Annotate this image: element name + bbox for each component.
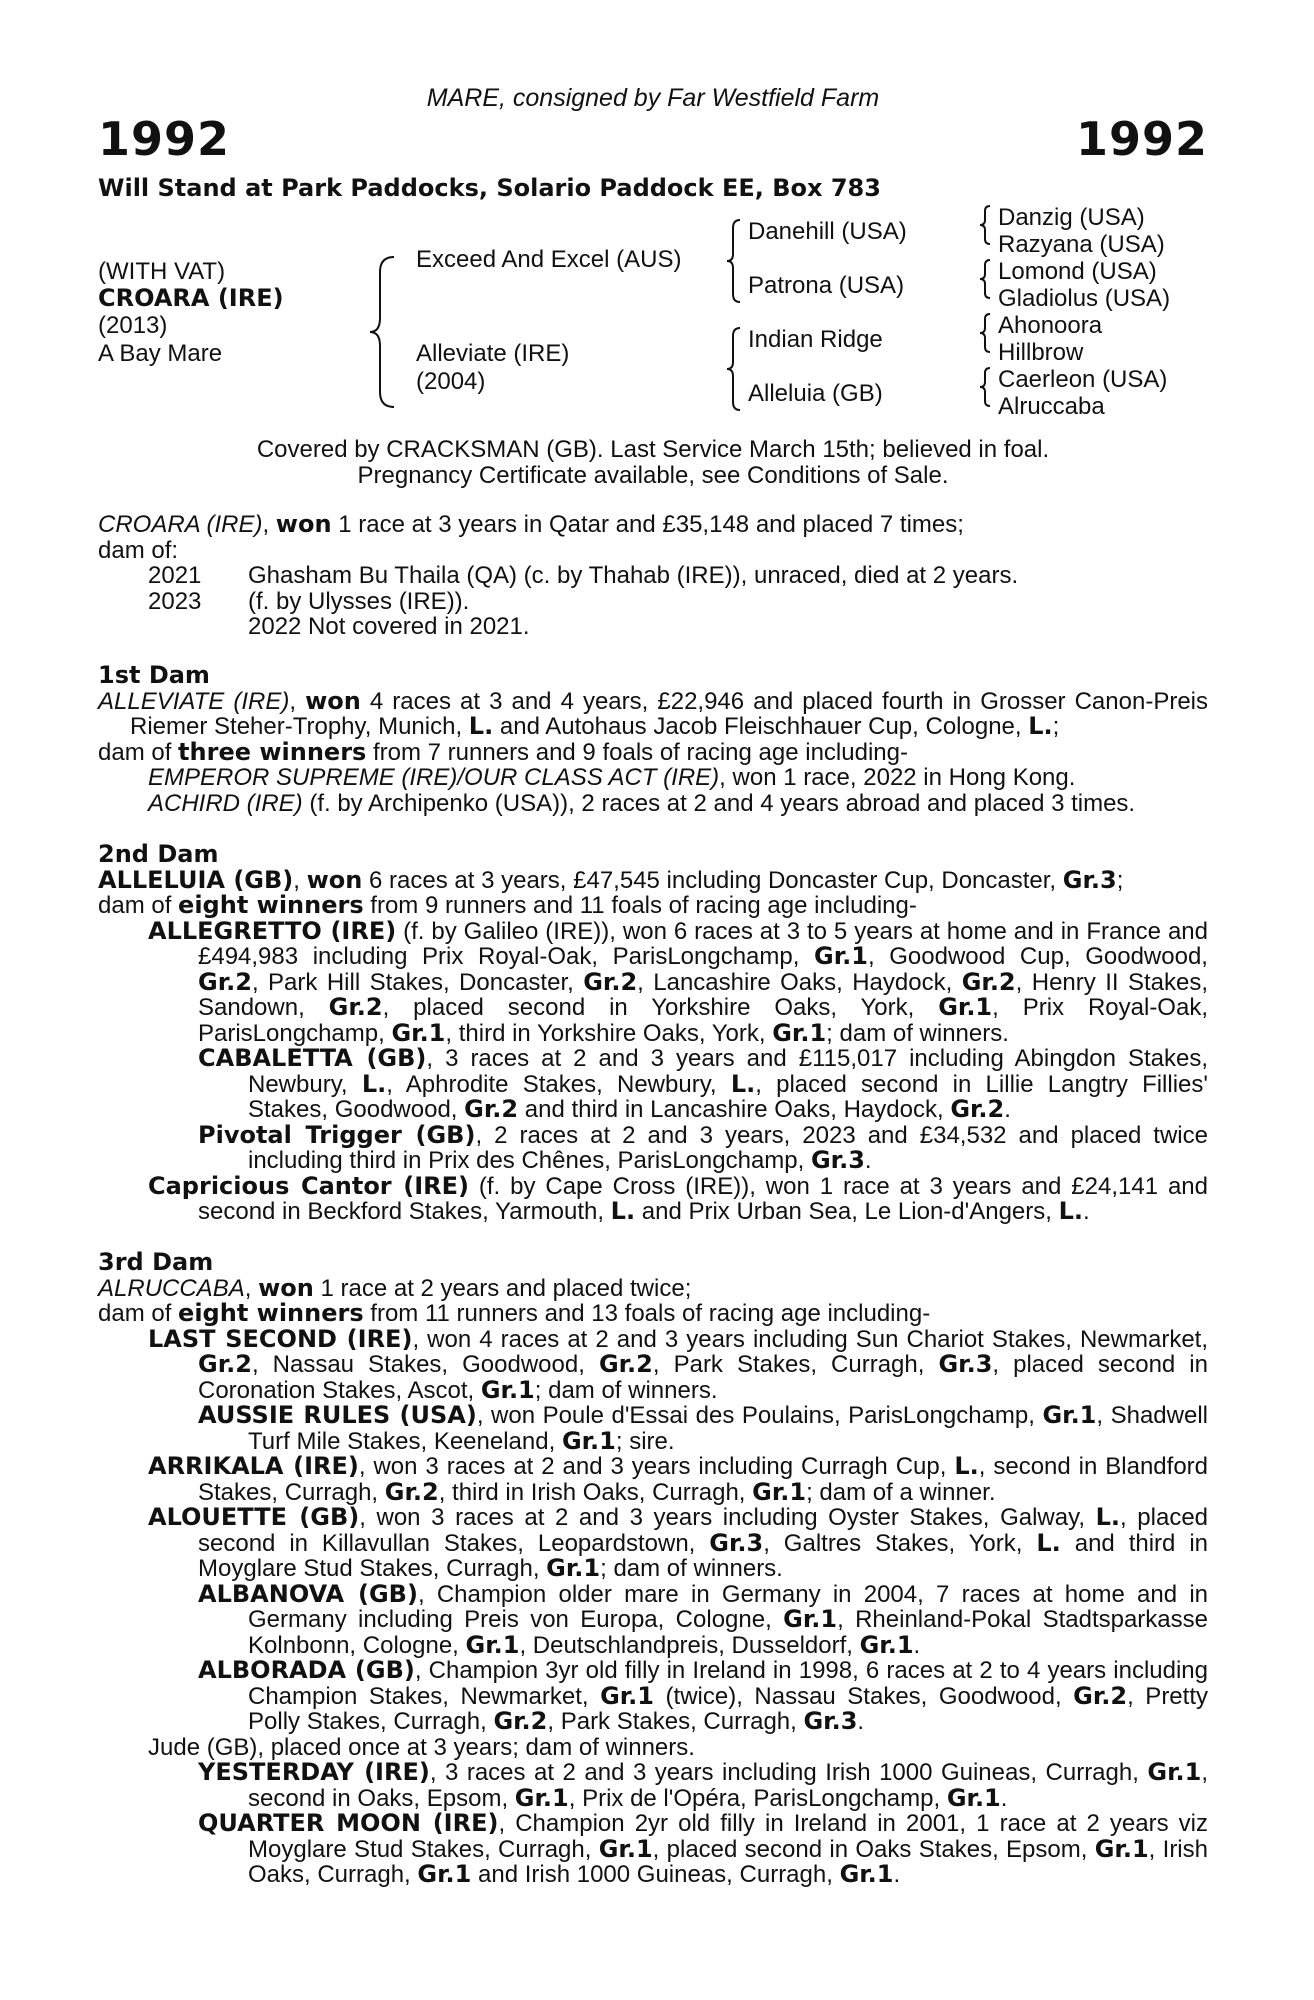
progeny-name: EMPEROR SUPREME (IRE)/OUR CLASS ACT (IRE) [148, 764, 720, 791]
produce-year: 2023 [148, 587, 202, 615]
record-text: from 7 runners and 9 foals of racing age including- [366, 738, 908, 766]
progeny-text: , Champion 2yr old filly in Ireland in 2001, 1 race at 2 years viz Moyglare Stud Stakes, Curragh, [248, 1810, 1208, 1863]
progeny-entry [98, 1046, 1208, 1123]
progeny-text: (f. by Galileo (IRE)), won 6 races at 3 to 5 years at home and in France and £494,983 including Prix Royal-Oak, ParisLongchamp, [198, 917, 1209, 970]
progeny-text: , Aphrodite Stakes, Newbury, [386, 1070, 731, 1098]
progeny-entry [98, 916, 1209, 1047]
produce-text: Ghasham Bu Thaila (QA) (c. by Thahab (IRE)), unraced, died at 2 years. [248, 562, 1019, 589]
pregnancy-line: Pregnancy Certificate available, see Conditions of Sale. [357, 462, 949, 489]
second-dam-record: ALLELUIA (GB), won 6 races at 3 years, £47,545 including Doncaster Cup, Doncaster, Gr.3; [98, 865, 1124, 894]
produce-row [98, 589, 1208, 615]
progeny-text: (f. by Archipenko (USA)), 2 races at 2 and 4 years abroad and placed 3 times. [302, 789, 1136, 817]
produce-text: (f. by Ulysses (IRE)). [248, 587, 470, 615]
progeny-text: , Lancashire Oaks, Haydock, [637, 968, 962, 996]
progeny-text: and third in Moyglare Stud Stakes, Curragh, [198, 1529, 1208, 1582]
progeny-text: , second in Blandford Stakes, Curragh, [198, 1453, 1209, 1506]
winners-count: three winners [178, 737, 367, 766]
group-grade: Gr.3 [709, 1528, 764, 1557]
progeny-entry [98, 1403, 1208, 1454]
pedigree-brace-main [368, 254, 398, 410]
group-grade: Gr.1 [1094, 1834, 1149, 1863]
won-label: won [275, 510, 332, 538]
progeny-name: ARRIKALA (IRE) [148, 1452, 359, 1480]
group-grade: Gr.2 [961, 967, 1016, 996]
group-grade: Gr.1 [598, 1834, 653, 1863]
progeny-text: , Champion 3yr old filly in Ireland in 1998, 6 races at 2 to 4 years including Champion Stakes, Newmarket, [248, 1657, 1208, 1710]
pedigree-brace-dam [725, 326, 743, 412]
dam-year: (2004) [416, 368, 486, 395]
group-grade: Gr.3 [810, 1146, 865, 1174]
record-text: dam of [98, 1300, 179, 1327]
sds: Lomond (USA) [998, 258, 1157, 285]
group-grade: Gr.1 [946, 1783, 1001, 1812]
progeny-name: ALBORADA (GB) [198, 1656, 415, 1684]
group-grade: Gr.2 [328, 993, 383, 1021]
progeny-text: , Deutschlandpreis, Dusseldorf, [519, 1631, 860, 1659]
progeny-text: (f. by Cape Cross (IRE)), won 1 race at 3 years and £24,141 and second in Beckford Stakes, Yarmouth, [198, 1172, 1208, 1225]
progeny-text: . [857, 1708, 865, 1735]
stabling-location: Will Stand at Park Paddocks, Solario Paddock EE, Box 783 [98, 174, 881, 202]
group-grade: Gr.1 [465, 1630, 520, 1659]
won-label: won [306, 865, 363, 894]
produce-row [98, 614, 1208, 640]
group-grade: Gr.1 [1042, 1401, 1097, 1429]
record-text: dam of [98, 892, 179, 919]
progeny-text: , Park Hill Stakes, Doncaster, [251, 968, 584, 996]
progeny-text: , Prix de l'Opéra, ParisLongchamp, [568, 1784, 947, 1812]
progeny-text: , third in Irish Oaks, Curragh, [438, 1478, 753, 1506]
pedigree-brace-dd [978, 366, 992, 408]
won-label: won [258, 1273, 314, 1302]
listed-grade: L. [954, 1452, 979, 1480]
listed-grade: L. [468, 712, 494, 740]
progeny-text: , Galtres Stakes, York, [763, 1529, 1037, 1557]
progeny-text: , 3 races at 2 and 3 years and £115,017 including Abingdon Stakes, Newbury, [248, 1045, 1209, 1098]
record-text: ; [1052, 713, 1060, 740]
progeny-name: ALLEGRETTO (IRE) [148, 916, 397, 945]
progeny-text: . [913, 1631, 921, 1659]
record-text: 1 race at 2 years and placed twice; [313, 1274, 692, 1302]
dam-name: Alleviate (IRE) [416, 340, 570, 367]
progeny-text: , won 3 races at 2 and 3 years including Curragh Cup, [358, 1453, 955, 1480]
second-dam-heading: 2nd Dam [98, 840, 219, 868]
first-dam-record: ALLEVIATE (IRE), won 4 races at 3 and 4 years, £22,946 and placed fourth in Grosser Canon-Preis Riemer Steher-Trophy, Munich, L. and Autohaus Jacob Fleischhauer Cup, Cologne, L.; [98, 686, 1208, 740]
progeny-entry [98, 1171, 1208, 1225]
progeny-text: ; dam of a winner. [806, 1478, 996, 1506]
pedigree-brace-ss [978, 204, 992, 246]
third-dam-section [98, 1250, 1208, 1888]
dam-dam: Alleluia (GB) [748, 380, 883, 407]
group-grade: Gr.1 [561, 1426, 616, 1455]
progeny-name: AUSSIE RULES (USA) [198, 1401, 477, 1429]
progeny-text: , Rheinland-Pokal Stadtsparkasse Kolnbonn, Cologne, [248, 1606, 1208, 1659]
progeny-text: , second in Oaks, Epsom, [248, 1759, 1209, 1812]
dam-of-label: dam of: [98, 536, 179, 564]
progeny-text: , Park Stakes, Curragh, [652, 1351, 939, 1378]
dsd: Hillbrow [998, 339, 1084, 366]
progeny-text: , Prix Royal-Oak, ParisLongchamp, [198, 994, 1208, 1047]
progeny-text: , Irish Oaks, Curragh, [248, 1835, 1208, 1888]
second-dam-section [98, 842, 1208, 1225]
progeny-entry [98, 1760, 1208, 1811]
progeny-text: , won 3 races at 2 and 3 years including Oyster Stakes, Galway, [359, 1504, 1096, 1531]
lot-number-left: 1992 [98, 112, 231, 166]
sire-sire: Danehill (USA) [748, 218, 907, 245]
mare-name: CROARA (IRE) [98, 511, 263, 538]
progeny-entry [98, 1658, 1208, 1735]
progeny-text: , Champion older mare in Germany in 2004, 7 races at home and in Germany including Preis von Europa, Cologne, [248, 1580, 1208, 1633]
group-grade: Gr.2 [950, 1095, 1005, 1123]
progeny-entry: Jude (GB), placed once at 3 years; dam of winners. [148, 1733, 695, 1761]
sire-name: Exceed And Excel (AUS) [416, 246, 682, 273]
progeny-name: ACHIRD (IRE) [148, 789, 303, 817]
pedigree-brace-ds [978, 312, 992, 354]
listed-grade: L. [1058, 1197, 1084, 1225]
record-text: ; [1116, 866, 1124, 894]
group-grade: Gr.1 [752, 1477, 807, 1506]
listed-grade: L. [361, 1069, 387, 1098]
group-grade: Gr.2 [493, 1707, 548, 1735]
first-dam-produce-summary [98, 737, 1208, 766]
group-grade: Gr.2 [583, 967, 638, 996]
group-grade: Gr.2 [384, 1477, 439, 1506]
pedigree-brace-sire [725, 218, 743, 304]
produce-intro: CROARA (IRE), won 1 race at 3 years in Qatar and £35,148 and placed 7 times; [98, 510, 964, 538]
first-dam-name: ALLEVIATE (IRE) [98, 687, 290, 715]
progeny-text: and Prix Urban Sea, Le Lion-d'Angers, [635, 1198, 1059, 1225]
progeny-name: Pivotal Trigger (GB) [198, 1120, 476, 1149]
progeny-text: , Nassau Stakes, Goodwood, [251, 1351, 599, 1378]
progeny-text: , placed second in Yorkshire Oaks, York, [382, 994, 939, 1021]
progeny-text: , won 4 races at 2 and 3 years including Sun Chariot Stakes, Newmarket, [412, 1325, 1208, 1353]
group-grade: Gr.3 [938, 1350, 993, 1378]
group-grade: Gr.2 [1073, 1681, 1128, 1710]
group-grade: Gr.1 [546, 1554, 601, 1582]
catalogue-page [98, 0, 1208, 2000]
horse-name: CROARA (IRE) [98, 284, 284, 312]
group-grade: Gr.1 [839, 1860, 894, 1888]
progeny-name: ALOUETTE (GB) [148, 1503, 360, 1531]
third-dam-name: ALRUCCABA [98, 1274, 245, 1302]
progeny-text: , won 1 race, 2022 in Hong Kong. [719, 764, 1076, 791]
record-text: 6 races at 3 years, £47,545 including Doncaster Cup, Doncaster, [362, 866, 1063, 894]
first-dam-section [98, 663, 1208, 816]
produce-intro-text: 1 race at 3 years in Qatar and £35,148 and placed 7 times; [331, 511, 964, 538]
record-text: dam of [98, 738, 179, 766]
record-text: and Autohaus Jacob Fleischhauer Cup, Cologne, [493, 713, 1029, 740]
progeny-text: , third in Yorkshire Oaks, York, [445, 1019, 773, 1047]
group-grade: Gr.1 [480, 1375, 535, 1404]
dds: Caerleon (USA) [998, 366, 1168, 393]
won-label: won [305, 686, 361, 715]
group-grade: Gr.1 [1147, 1758, 1202, 1786]
progeny-entry [98, 1454, 1208, 1505]
progeny-text: . [1083, 1198, 1090, 1225]
produce-row [98, 563, 1208, 589]
first-dam-heading: 1st Dam [98, 661, 210, 689]
record-text: from 11 runners and 13 foals of racing age including- [363, 1300, 931, 1327]
group-grade: Gr.2 [598, 1350, 653, 1378]
progeny-entry [98, 791, 1208, 817]
progeny-entry [98, 1505, 1208, 1582]
record-text: from 9 runners and 11 foals of racing age including- [363, 892, 917, 919]
progeny-text: ; dam of winners. [826, 1019, 1009, 1047]
progeny-text: , 2 races at 2 and 3 years, 2023 and £34,532 and placed twice including third in Prix des Chênes, ParisLongchamp, [248, 1121, 1208, 1174]
progeny-entry [98, 765, 1208, 791]
progeny-text: . [1000, 1784, 1008, 1812]
progeny-text: and third in Lancashire Oaks, Haydock, [518, 1096, 951, 1123]
group-grade: Gr.1 [938, 993, 993, 1021]
horse-description: A Bay Mare [98, 340, 223, 367]
second-dam-name: ALLELUIA (GB) [98, 865, 294, 894]
progeny-name: LAST SECOND (IRE) [148, 1324, 413, 1353]
progeny-text: ; dam of winners. [600, 1555, 783, 1582]
listed-grade: L. [730, 1069, 756, 1098]
progeny-text: , Henry II Stakes, Sandown, [198, 968, 1209, 1021]
ssd: Razyana (USA) [998, 231, 1165, 258]
sdd: Gladiolus (USA) [998, 285, 1171, 312]
progeny-text: , Park Stakes, Curragh, [547, 1708, 804, 1735]
listed-grade: L. [610, 1197, 636, 1225]
record-text: 4 races at 3 and 4 years, £22,946 and placed fourth in Grosser Canon-Preis Riemer Steher-Trophy, Munich, [130, 687, 1208, 740]
group-grade: Gr.3 [1062, 865, 1117, 894]
progeny-entry [98, 1579, 1208, 1659]
winners-count: eight winners [178, 1299, 364, 1327]
progeny-name: CABALETTA (GB) [198, 1044, 427, 1072]
progeny-text: ; dam of winners. [534, 1376, 718, 1404]
third-dam-heading: 3rd Dam [98, 1248, 214, 1276]
progeny-name: QUARTER MOON (IRE) [198, 1809, 499, 1837]
consignor-line: MARE, consigned by Far Westfield Farm [426, 84, 880, 112]
vat-label: (WITH VAT) [98, 258, 226, 285]
progeny-text: . [864, 1147, 872, 1174]
progeny-text: , placed second in Killavullan Stakes, Leopardstown, [198, 1504, 1209, 1557]
pedigree-brace-sd [978, 258, 992, 300]
progeny-text: , won Poule d'Essai des Poulains, ParisLongchamp, [476, 1402, 1043, 1429]
listed-grade: L. [1028, 712, 1053, 740]
dss: Ahonoora [998, 312, 1103, 339]
progeny-text: , Shadwell Turf Mile Stakes, Keeneland, [248, 1402, 1208, 1455]
progeny-text: . [893, 1861, 901, 1888]
progeny-text: , placed second in Oaks Stakes, Epsom, [652, 1835, 1095, 1863]
progeny-name: ALBANOVA (GB) [198, 1579, 418, 1608]
progeny-text: , Pretty Polly Stakes, Curragh, [248, 1682, 1208, 1735]
progeny-text: , 3 races at 2 and 3 years including Irish 1000 Guineas, Curragh, [429, 1759, 1148, 1786]
group-grade: Gr.1 [772, 1018, 827, 1047]
progeny-name: Capricious Cantor (IRE) [148, 1171, 469, 1200]
progeny-text: and Irish 1000 Guineas, Curragh, [471, 1861, 840, 1888]
produce-text: 2022 Not covered in 2021. [248, 613, 530, 640]
progeny-text: ; sire. [615, 1427, 675, 1455]
group-grade: Gr.2 [198, 1350, 252, 1378]
progeny-entry [98, 1811, 1208, 1888]
progeny-name: YESTERDAY (IRE) [198, 1758, 430, 1786]
progeny-entry [98, 1324, 1208, 1404]
group-grade: Gr.1 [417, 1860, 472, 1888]
dam-sire: Indian Ridge [748, 326, 883, 353]
horse-year: (2013) [98, 312, 168, 339]
progeny-text: , Goodwood Cup, Goodwood, [867, 943, 1208, 970]
third-dam-record: ALRUCCABA, won 1 race at 2 years and placed twice; [98, 1273, 692, 1302]
progeny-text: (twice), Nassau Stakes, Goodwood, [654, 1682, 1074, 1710]
group-grade: Gr.1 [600, 1681, 654, 1710]
covered-line: Covered by CRACKSMAN (GB). Last Service March 15th; believed in foal. [256, 436, 1050, 463]
group-grade: Gr.2 [198, 967, 252, 996]
group-grade: Gr.1 [514, 1783, 569, 1812]
lot-number-right: 1992 [1075, 112, 1208, 166]
produce-year: 2021 [148, 562, 202, 589]
listed-grade: L. [1036, 1528, 1061, 1557]
winners-count: eight winners [178, 891, 364, 919]
listed-grade: L. [1095, 1503, 1121, 1531]
ddd: Alruccaba [998, 393, 1105, 420]
group-grade: Gr.1 [814, 942, 868, 970]
second-dam-produce-summary [98, 893, 1208, 919]
group-grade: Gr.2 [464, 1095, 519, 1123]
group-grade: Gr.1 [783, 1605, 838, 1633]
sire-dam: Patrona (USA) [748, 272, 905, 299]
progeny-entry [98, 1120, 1208, 1174]
produce-section [98, 512, 1208, 640]
sss: Danzig (USA) [998, 204, 1145, 231]
progeny-text: , placed second in Lillie Langtry Fillies' Stakes, Goodwood, [248, 1070, 1208, 1123]
group-grade: Gr.3 [803, 1707, 858, 1735]
third-dam-produce-summary [98, 1301, 1208, 1327]
progeny-text: . [1004, 1096, 1011, 1123]
progeny-text: , placed second in Coronation Stakes, Ascot, [198, 1351, 1208, 1404]
group-grade: Gr.1 [391, 1018, 446, 1047]
group-grade: Gr.1 [859, 1630, 914, 1659]
